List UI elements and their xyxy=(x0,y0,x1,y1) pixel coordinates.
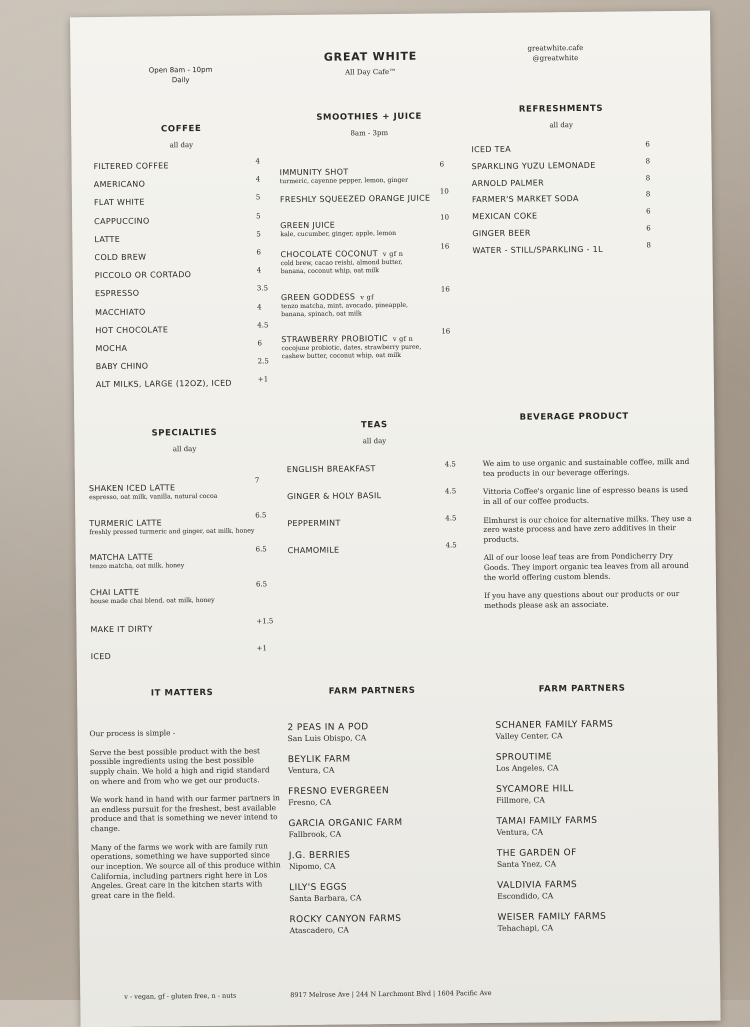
farm-entry xyxy=(288,785,468,807)
menu-item xyxy=(472,224,657,246)
paragraph: All of our loose leaf teas are from Pondicherry Dry Goods. They import organic tea leaves from all around the world offering custom blends. xyxy=(483,551,689,582)
teas-title: TEAS xyxy=(360,420,388,431)
farm-location: Ventura, CA xyxy=(496,827,544,837)
item-name-row xyxy=(90,551,272,562)
menu-item xyxy=(286,460,469,492)
item-price: 2.5 xyxy=(257,357,269,366)
teas-subtitle: all day xyxy=(362,437,387,446)
item-price: 4 xyxy=(256,266,262,275)
item-name: CAPPUCCINO xyxy=(94,216,150,226)
item-price: 6 xyxy=(646,224,651,233)
paragraph: We aim to use organic and sustainable coffee, milk and tea products in our beverage offerings. xyxy=(482,456,690,478)
farm-location: Valley Center, CA xyxy=(495,731,563,741)
farm-location: Santa Ynez, CA xyxy=(496,859,557,869)
menu-item xyxy=(279,160,462,186)
farms1-title: FARM PARTNERS xyxy=(328,685,416,697)
coffee-list xyxy=(93,157,269,390)
item-price: 10 xyxy=(439,187,449,196)
item-price: 4.5 xyxy=(445,514,457,523)
coffee-title: COFFEE xyxy=(160,123,202,135)
specialties-list xyxy=(88,467,274,662)
item-price: 4.5 xyxy=(444,487,457,496)
farm-name: LILY'S EGGS xyxy=(289,882,347,894)
item-price: 16 xyxy=(440,242,450,251)
item-name-row xyxy=(281,333,463,344)
paragraph: We work hand in hand with our farmer partners in an endless pursuit for the freshest, best available produce and that is something we never intend to change. xyxy=(90,793,280,834)
item-name: SPARKLING YUZU LEMONADE xyxy=(471,160,596,171)
farm-entry xyxy=(496,783,686,805)
coffee-section xyxy=(91,123,271,150)
item-name: LATTE xyxy=(94,234,121,244)
matters-title: IT MATTERS xyxy=(150,687,214,699)
item-name: BABY CHINO xyxy=(95,361,149,372)
item-name-row xyxy=(90,623,272,634)
menu-item xyxy=(94,248,266,271)
farm-name: ROCKY CANYON FARMS xyxy=(289,913,402,926)
item-name: MACCHIATO xyxy=(95,307,146,317)
item-price: 6.5 xyxy=(255,545,267,554)
farm-location: San Luis Obispo, CA xyxy=(287,733,367,744)
item-price: +1.5 xyxy=(256,617,274,626)
item-price: 4.5 xyxy=(445,541,457,550)
farm-name: FRESNO EVERGREEN xyxy=(288,786,390,798)
item-name: ICED TEA xyxy=(471,144,512,155)
menu-item xyxy=(287,487,469,519)
item-price: 4.5 xyxy=(444,460,456,469)
menu-item xyxy=(281,327,463,360)
item-description: cold brew, cacao reishi, almond butter, banana, coconut whip, oat milk xyxy=(280,258,403,275)
menu-item xyxy=(287,514,469,546)
item-name: FRESHLY SQUEEZED ORANGE JUICE xyxy=(279,193,431,205)
paragraph: If you have any questions about our products or our methods please ask an associate. xyxy=(484,589,680,610)
farm-name: WEISER FAMILY FARMS xyxy=(497,911,607,923)
brand-block xyxy=(270,49,470,77)
specialties-section xyxy=(94,427,274,454)
brand-tagline: All Day Cafe™ xyxy=(345,67,397,77)
item-name: PICCOLO OR CORTADO xyxy=(94,270,192,281)
item-price: +1 xyxy=(256,644,268,653)
item-diet: v gf xyxy=(360,293,374,302)
item-description: freshly pressed turmeric and ginger, oat milk, honey xyxy=(89,527,255,537)
paragraph: Elmhurst is our choice for alternative milks. They use a zero waste process and have zero additives in their products. xyxy=(483,513,692,544)
item-name: MAKE IT DIRTY xyxy=(90,624,153,635)
smoothies-title: SMOOTHIES + JUICE xyxy=(316,111,422,123)
item-name-row xyxy=(280,193,462,204)
item-name: CHAMOMILE xyxy=(287,545,340,556)
item-name: CHAI LATTE xyxy=(89,587,140,598)
item-name-row xyxy=(91,650,273,661)
farm-location: Tehachapi, CA xyxy=(497,923,554,933)
menu-item xyxy=(95,339,267,362)
menu-item xyxy=(94,230,266,253)
farm-name: SYCAMORE HILL xyxy=(496,784,574,795)
menu-item xyxy=(90,617,274,635)
item-name: COLD BREW xyxy=(94,252,147,263)
matters-text xyxy=(89,727,281,909)
item-price: 6.5 xyxy=(255,580,268,589)
item-description: house made chai blend, oat milk, honey xyxy=(90,596,215,606)
item-name-row xyxy=(280,219,462,230)
item-price: 6.5 xyxy=(255,511,267,520)
farm-name: VALDIVIA FARMS xyxy=(497,880,578,891)
paragraph: Many of the farms we work with are family run operations, something we have supported since our inception. We source all of this produce within California, including partners right here in Los Angeles. Great care in the kitchen starts with great care in the field. xyxy=(90,840,281,900)
contact-block xyxy=(500,44,610,63)
farm-entry xyxy=(496,815,686,837)
beverage-section xyxy=(474,411,674,423)
diet-legend: v - vegan, gf - gluten free, n - nuts xyxy=(124,991,237,1001)
farm-entry xyxy=(289,881,469,903)
menu-item xyxy=(90,644,273,662)
item-name-row xyxy=(89,482,271,493)
item-name-row xyxy=(89,517,271,528)
menu-item xyxy=(472,241,657,263)
farm-name: J.G. BERRIES xyxy=(288,850,351,862)
hours-sub: Daily xyxy=(171,76,190,85)
item-name: ICED xyxy=(90,651,112,662)
farm-entry xyxy=(497,879,687,901)
teas-list xyxy=(286,460,469,556)
item-name: FARMER'S MARKET SODA xyxy=(471,194,579,205)
menu-item xyxy=(94,284,269,308)
farm-entry xyxy=(288,817,468,839)
farm-location: Fallbrook, CA xyxy=(288,829,342,840)
menu-sheet xyxy=(70,11,721,1027)
farm-location: Ventura, CA xyxy=(287,765,335,776)
farm-name: GARCIA ORGANIC FARM xyxy=(288,817,403,830)
farm-entry xyxy=(288,753,468,775)
item-name: SHAKEN ICED LATTE xyxy=(88,483,176,494)
item-description: kale, cucumber, ginger, apple, lemon xyxy=(280,229,397,239)
coffee-subtitle: all day xyxy=(169,141,194,150)
item-name: WATER - STILL/SPARKLING - 1L xyxy=(472,244,603,255)
menu-item xyxy=(472,207,657,229)
item-price: 4.5 xyxy=(257,321,269,330)
farm-location: Escondido, CA xyxy=(497,891,554,901)
farm-entry xyxy=(495,719,685,741)
item-price: 4 xyxy=(255,175,261,184)
menu-item xyxy=(89,580,272,606)
farm-location: Fresno, CA xyxy=(288,797,332,808)
item-price: 8 xyxy=(646,241,651,250)
item-name: ARNOLD PALMER xyxy=(471,177,544,188)
menu-item xyxy=(93,157,266,180)
item-price: 8 xyxy=(645,173,651,182)
menu-item xyxy=(279,187,462,205)
farm-location: Fillmore, CA xyxy=(496,795,545,805)
farm-name: THE GARDEN OF xyxy=(496,848,577,859)
farms1-list xyxy=(287,721,467,936)
menu-item xyxy=(94,266,267,289)
item-name: FILTERED COFFEE xyxy=(93,161,169,172)
address-line: 8917 Melrose Ave | 244 N Larchmont Blvd | 1604 Pacific Ave xyxy=(290,988,492,1000)
item-name: IMMUNITY SHOT xyxy=(279,167,349,178)
item-description: espresso, oat milk, vanilla, natural cocoa xyxy=(89,492,218,502)
specialties-subtitle: all day xyxy=(172,445,197,454)
farm-entry xyxy=(496,751,686,773)
item-price: 5 xyxy=(256,211,261,221)
menu-item xyxy=(89,545,272,571)
farm-location: Santa Barbara, CA xyxy=(289,893,362,904)
farm-name: TAMAI FAMILY FARMS xyxy=(496,815,598,827)
item-price: 6 xyxy=(645,140,650,149)
item-price: 8 xyxy=(645,157,651,166)
menu-item xyxy=(280,285,463,318)
menu-item xyxy=(95,375,269,399)
farm-location: Atascadero, CA xyxy=(289,925,349,936)
item-name: ESPRESSO xyxy=(94,289,140,299)
farm-entry xyxy=(287,721,467,743)
smoothies-subtitle: 8am - 3pm xyxy=(350,129,389,138)
item-description: turmeric, cayenne pepper, lemon, ginger xyxy=(279,176,409,186)
item-price: 7 xyxy=(254,476,260,485)
item-name: ALT MILKS, LARGE (12OZ), ICED xyxy=(95,379,232,390)
item-name-row xyxy=(280,166,462,177)
item-name: STRAWBERRY PROBIOTIC xyxy=(281,334,388,345)
farm-location: Nipomo, CA xyxy=(288,861,336,872)
item-price: 5 xyxy=(256,230,261,239)
menu-item xyxy=(94,211,266,235)
specialties-title: SPECIALTIES xyxy=(151,427,218,439)
item-price: 16 xyxy=(440,285,450,294)
smoothies-list xyxy=(279,150,461,360)
farm-name: SPROUTIME xyxy=(495,752,553,763)
item-diet: v gf n xyxy=(392,334,414,343)
farm-entry xyxy=(497,847,687,869)
item-price: 6 xyxy=(646,207,651,216)
farms1-section xyxy=(277,685,467,697)
item-name: GINGER BEER xyxy=(472,228,531,239)
menu-item xyxy=(93,175,266,198)
social-handle: @greatwhite xyxy=(532,54,579,63)
farms2-list xyxy=(495,719,685,933)
menu-item xyxy=(89,511,271,537)
item-diet: v gf n xyxy=(382,249,404,259)
item-name: AMERICANO xyxy=(93,179,146,190)
farm-entry xyxy=(497,911,687,933)
paragraph: Vittoria Coffee's organic line of espresso beans is used in all of our coffee products. xyxy=(482,485,689,506)
menu-item xyxy=(471,140,656,162)
menu-item xyxy=(471,190,657,216)
item-price: 4 xyxy=(257,302,262,312)
beverage-title: BEVERAGE PRODUCT xyxy=(519,411,629,423)
farms2-section xyxy=(487,683,677,695)
item-price: 5 xyxy=(255,193,261,202)
item-name: ENGLISH BREAKFAST xyxy=(286,464,376,475)
website-link: greatwhite.cafe xyxy=(527,43,584,53)
beverage-text xyxy=(483,457,695,620)
item-description: tenzo matcha, mint, avocado, pineapple, banana, spinach, oat milk xyxy=(281,301,409,318)
smoothies-section xyxy=(269,111,469,138)
paragraph: Our process is simple - xyxy=(89,728,176,739)
teas-section xyxy=(274,419,474,446)
menu-item xyxy=(280,242,462,275)
item-price: 8 xyxy=(645,190,651,199)
matters-section xyxy=(97,687,267,699)
farm-name: BEYLIK FARM xyxy=(287,754,351,766)
item-name-row xyxy=(281,291,463,302)
hours-block xyxy=(131,66,231,85)
item-name: MEXICAN COKE xyxy=(472,211,538,222)
menu-item xyxy=(471,173,657,196)
item-price: +1 xyxy=(257,375,269,384)
item-name: GINGER & HOLY BASIL xyxy=(287,491,382,502)
item-name: CHOCOLATE COCONUT xyxy=(280,249,378,260)
menu-item xyxy=(471,157,657,179)
brand-title: GREAT WHITE xyxy=(323,49,418,64)
hours-text: Open 8am - 10pm xyxy=(148,65,213,75)
item-price: 16 xyxy=(441,327,451,336)
item-name: MATCHA LATTE xyxy=(89,552,154,563)
farm-name: SCHANER FAMILY FARMS xyxy=(495,719,614,731)
refreshments-title: REFRESHMENTS xyxy=(518,103,604,115)
item-name-row xyxy=(90,586,272,597)
item-price: 6 xyxy=(257,339,262,348)
menu-item xyxy=(95,357,269,380)
farm-entry xyxy=(289,849,469,871)
menu-item xyxy=(287,541,470,573)
item-name: FLAT WHITE xyxy=(93,197,145,208)
refreshments-section xyxy=(466,103,656,130)
farm-name: 2 PEAS IN A POD xyxy=(287,722,369,734)
menu-item xyxy=(280,213,462,239)
paragraph: Serve the best possible product with the best possible ingredients using the best possible supply chain. We hold a high and rigid standard on where and from who we get our products. xyxy=(89,746,270,786)
item-price: 6 xyxy=(439,160,445,169)
item-description: cocojune probiotic, dates, strawberry puree, cashew butter, coconut whip, oat milk xyxy=(281,343,422,360)
item-price: 6 xyxy=(256,248,261,257)
menu-item xyxy=(88,476,271,502)
menu-item xyxy=(93,193,266,217)
item-description: tenzo matcha, oat milk, honey xyxy=(89,562,185,571)
farm-location: Los Angeles, CA xyxy=(495,763,559,773)
item-name: MOCHA xyxy=(95,343,128,354)
item-price: 4 xyxy=(255,157,261,166)
item-name: PEPPERMINT xyxy=(287,518,341,529)
item-name: HOT CHOCOLATE xyxy=(95,325,169,335)
menu-item xyxy=(95,321,269,344)
farms2-title: FARM PARTNERS xyxy=(538,683,626,695)
refreshments-list xyxy=(471,140,656,255)
item-name: TURMERIC LATTE xyxy=(89,518,163,529)
item-price: 10 xyxy=(440,213,450,222)
farm-entry xyxy=(289,913,469,935)
menu-item xyxy=(95,302,267,326)
item-name-row xyxy=(280,248,462,259)
item-name: GREEN GODDESS xyxy=(280,292,356,303)
item-name: GREEN JUICE xyxy=(280,220,336,231)
item-price: 3.5 xyxy=(256,284,269,293)
refreshments-subtitle: all day xyxy=(549,121,573,130)
